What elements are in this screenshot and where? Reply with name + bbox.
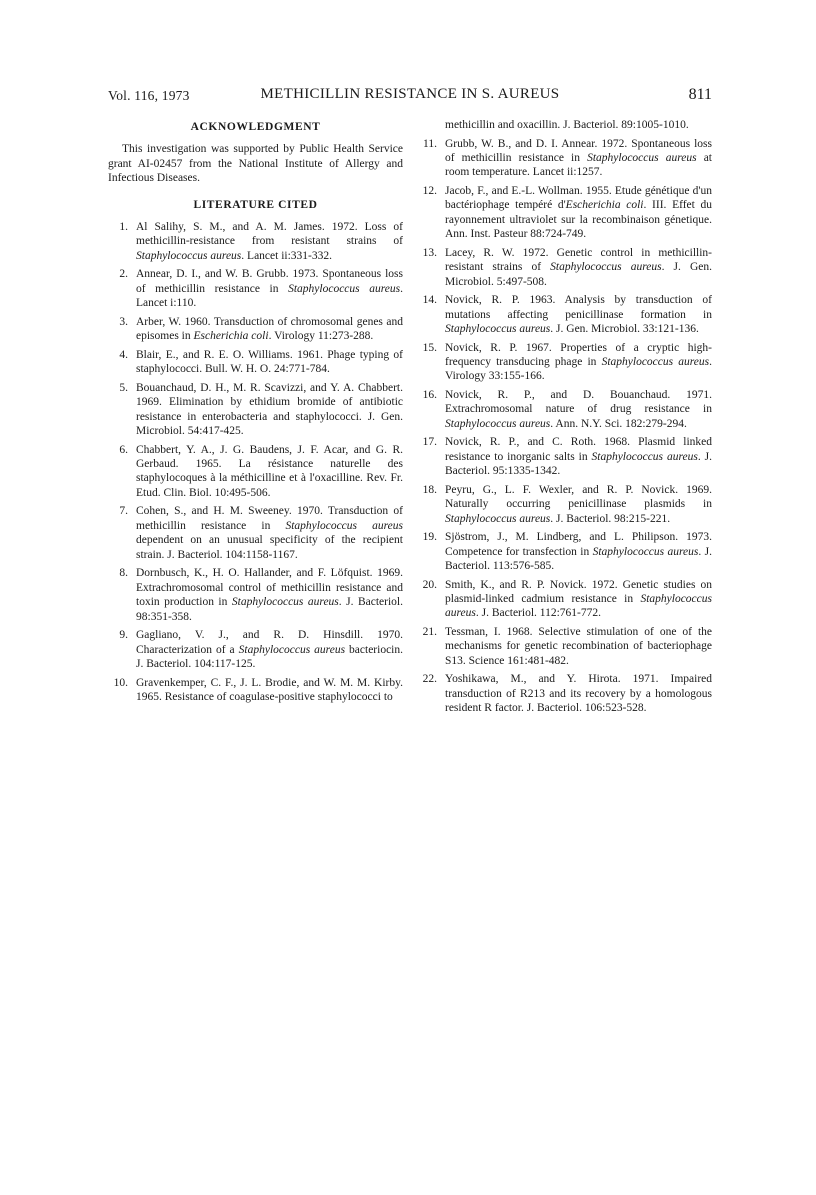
acknowledgment-heading: ACKNOWLEDGMENT <box>190 121 321 133</box>
reference-text: Jacob, F., and E.-L. Wollman. 1955. Etude génétique d'un bactériophage tempéré d' <box>445 185 712 212</box>
reference-number: 17. <box>422 436 437 449</box>
reference-text: Chabbert, Y. A., J. G. Baudens, J. F. Acar, and G. R. Gerbaud. 1965. La résistance naturelle des staphylocoques à la méthicilline et à l'oxacilline. Rev. Fr. Etud. Clin. Biol. 10:495-506. <box>136 443 403 499</box>
reference-number: 22. <box>422 673 437 686</box>
reference-number: 20. <box>422 578 437 591</box>
reference-text: Novick, R. P., and D. Bouanchaud. 1971. Extrachromosomal nature of drug resistance in <box>445 389 712 416</box>
reference-citation: . J. Bacteriol. 98:215-221. <box>550 512 671 525</box>
reference-text: Blair, E., and R. E. O. Williams. 1961. Phage typing of staphylococci. Bull. W. H. O. 24:771-784. <box>136 348 403 376</box>
volume-label: Vol. 116, 1973 <box>108 88 190 103</box>
reference-organism: Staphylococcus aureus <box>445 417 551 430</box>
reference-item <box>417 293 712 336</box>
reference-text: Novick, R. P., and C. Roth. 1968. Plasmid linked resistance to inorganic salts in <box>445 436 712 463</box>
reference-text: Novick, R. P. 1963. Analysis by transduction of mutations affecting penicillinase formation in <box>445 294 712 321</box>
reference-text: Arber, W. 1960. Transduction of chromosomal genes and episomes in <box>136 315 403 343</box>
reference-organism: Staphylococcus aureus <box>601 356 710 369</box>
reference-text: Peyru, G., L. F. Wexler, and R. P. Novick. 1969. Naturally occurring penicillinase plasmids in <box>445 483 712 511</box>
reference-number: 15. <box>422 341 437 354</box>
reference-number: 13. <box>422 246 437 259</box>
reference-citation: . J. Bacteriol. 112:761-772. <box>475 607 601 620</box>
reference-text: Yoshikawa, M., and Y. Hirota. 1971. Impaired transduction of R213 and its recovery by a homologous resident R factor. J. Bacteriol. 106:523-528. <box>445 673 712 715</box>
reference-organism: Escherichia coli <box>565 199 644 212</box>
reference-organism: Staphylococcus aureus <box>550 261 662 274</box>
reference-number: 2. <box>119 268 128 281</box>
reference-citation: . Virology 11:273-288. <box>268 330 374 343</box>
reference-item <box>417 388 712 431</box>
reference-item <box>417 137 712 180</box>
reference-item <box>108 628 403 671</box>
reference-text: Novick, R. P. 1967. Properties of a cryptic high-frequency transducing phage in <box>445 341 712 369</box>
running-title: METHICILLIN RESISTANCE IN S. AUREUS <box>260 86 560 102</box>
reference-text: Bouanchaud, D. H., M. R. Scavizzi, and Y. A. Chabbert. 1969. Elimination by ethidium bromide of antibiotic resistance in enterobacteria and staphylococci. J. Gen. Microbiol. 54:417-425. <box>136 381 403 438</box>
reference-organism: Staphylococcus aureus <box>231 596 339 609</box>
reference-item <box>108 315 403 344</box>
reference-item <box>108 504 403 562</box>
reference-item <box>108 566 403 624</box>
reference-organism: Staphylococcus aureus <box>445 593 712 620</box>
reference-organism: Staphylococcus aureus <box>445 323 551 336</box>
reference-item <box>417 435 712 478</box>
reference-citation: . J. Gen. Microbiol. 33:121-136. <box>550 323 699 336</box>
reference-number: 7. <box>119 505 128 518</box>
reference-number: 6. <box>119 443 128 456</box>
reference-continuation: methicillin and oxacillin. J. Bacteriol. 89:1005-1010. <box>445 119 689 131</box>
reference-citation: bacteriocin. J. Bacteriol. 104:117-125. <box>136 643 403 670</box>
acknowledgment-text: This investigation was supported by Public Health Service grant AI-02457 from the National Institute of Allergy and Infectious Diseases. <box>108 143 403 185</box>
reference-organism: Staphylococcus aureus <box>445 512 551 525</box>
reference-text: Al Salihy, S. M., and A. M. James. 1972. Loss of methicillin-resistance from resistant strains of <box>136 221 403 248</box>
page-number: 811 <box>688 86 712 103</box>
reference-number: 14. <box>422 294 437 307</box>
reference-text: Lacey, R. W. 1972. Genetic control in methicillin-resistant strains of <box>445 246 712 274</box>
reference-citation: . J. Gen. Microbiol. 5:497-508. <box>445 261 712 288</box>
reference-number: 4. <box>119 348 128 361</box>
reference-number: 19. <box>422 531 437 544</box>
right-column <box>417 118 712 720</box>
reference-item <box>417 625 712 668</box>
reference-number: 5. <box>119 381 128 394</box>
reference-organism: Staphylococcus aureus <box>136 249 242 262</box>
reference-item <box>417 246 712 289</box>
reference-organism: Staphylococcus aureus <box>288 282 401 295</box>
reference-number: 16. <box>422 389 437 402</box>
reference-item <box>417 184 712 242</box>
reference-text: Gagliano, V. J., and R. D. Hinsdill. 1970. Characterization of a <box>136 629 403 656</box>
reference-citation: . Lancet i:110. <box>136 282 403 310</box>
reference-item <box>108 443 403 501</box>
reference-text: Cohen, S., and H. M. Sweeney. 1970. Transduction of methicillin resistance in <box>136 505 403 532</box>
reference-item <box>108 348 403 377</box>
reference-item <box>108 381 403 439</box>
reference-organism: Staphylococcus aureus <box>285 519 403 532</box>
reference-number: 12. <box>422 185 437 197</box>
reference-number: 21. <box>422 626 437 639</box>
reference-citation: . J. Bacteriol. 113:576-585. <box>445 545 712 573</box>
reference-citation: . J. Bacteriol. 95:1335-1342. <box>445 450 712 478</box>
reference-organism: Escherichia coli <box>193 330 269 343</box>
reference-text: Sjöstrom, J., M. Lindberg, and L. Philipson. 1973. Competence for transfection in <box>445 531 712 558</box>
reference-text: Grubb, W. B., and D. I. Annear. 1972. Spontaneous loss of methicillin resistance in <box>445 137 712 164</box>
reference-citation: . J. Bacteriol. 98:351-358. <box>136 596 403 623</box>
reference-organism: Staphylococcus aureus <box>591 450 698 463</box>
reference-number: 18. <box>422 483 437 496</box>
reference-citation: . Ann. N.Y. Sci. 182:279-294. <box>550 417 687 430</box>
reference-item <box>108 267 403 310</box>
reference-organism: Staphylococcus aureus <box>592 545 699 558</box>
reference-item <box>417 672 712 715</box>
literature-heading: LITERATURE CITED <box>193 198 318 211</box>
left-column <box>108 118 403 709</box>
reference-item <box>108 220 403 263</box>
reference-number: 8. <box>119 567 128 580</box>
reference-text: Annear, D. I., and W. B. Grubb. 1973. Spontaneous loss of methicillin resistance in <box>136 268 403 295</box>
reference-item <box>417 530 712 573</box>
reference-citation: dependent on an unusual specificity of the recipient strain. J. Bacteriol. 104:1158-1167. <box>136 534 403 561</box>
reference-citation: . Virology 33:155-166. <box>445 356 712 383</box>
reference-text: Tessman, I. 1968. Selective stimulation of one of the mechanisms for genetic recombination of bacteriophage S13. Science 161:481-482. <box>445 626 712 667</box>
reference-text: Gravenkemper, C. F., J. L. Brodie, and W. M. M. Kirby. 1965. Resistance of coagulase-positive staphylococci to <box>136 676 403 703</box>
reference-number: 9. <box>119 629 128 642</box>
reference-item <box>417 578 712 621</box>
reference-item <box>417 341 712 384</box>
reference-text: Smith, K., and R. P. Novick. 1972. Genetic studies on plasmid-linked cadmium resistance in <box>445 578 712 606</box>
reference-item <box>108 676 403 705</box>
reference-organism: Staphylococcus aureus <box>238 643 346 656</box>
reference-list-right <box>417 137 712 716</box>
reference-organism: Staphylococcus aureus <box>587 152 697 164</box>
page-header <box>108 86 712 108</box>
reference-citation: . Lancet ii:331-332. <box>241 249 332 262</box>
reference-citation: . III. Effet du rayonnement ultraviolet sur la recombinaison génetique. Ann. Inst. Pasteur 88:724-749. <box>445 199 712 241</box>
reference-number: 10. <box>113 676 128 689</box>
reference-number: 3. <box>119 315 128 328</box>
reference-number: 11. <box>423 137 437 150</box>
reference-citation: at room temperature. Lancet ii:1257. <box>445 152 712 179</box>
reference-item <box>417 483 712 526</box>
reference-number: 1. <box>119 221 128 234</box>
reference-list-left <box>108 220 403 704</box>
reference-text: Dornbusch, K., H. O. Hallander, and F. Löfquist. 1969. Extrachromosomal control of methicillin resistance and toxin production in <box>136 567 403 609</box>
